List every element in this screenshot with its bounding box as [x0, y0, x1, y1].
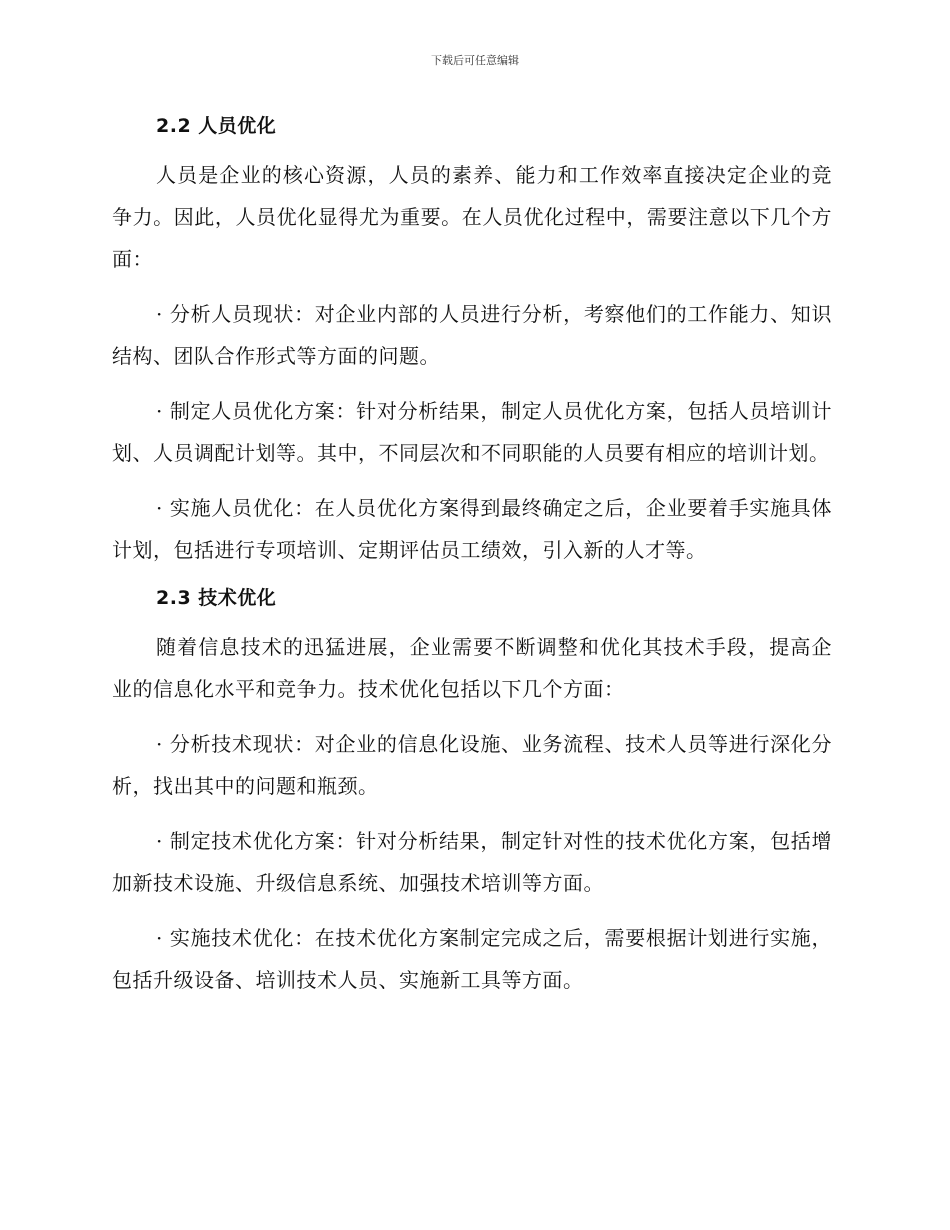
paragraph: 随着信息技术的迅猛进展，企业需要不断调整和优化其技术手段，提高企业的信息化水平和竞争力。技术优化包括以下几个方面： — [112, 635, 832, 701]
page-header: 下载后可任意编辑 — [431, 54, 519, 67]
section-heading: 2.3 技术优化 — [156, 587, 277, 609]
bullet-paragraph: · 实施技术优化：在技术优化方案制定完成之后，需要根据计划进行实施，包括升级设备、培训技术人员、实施新工具等方面。 — [112, 926, 832, 992]
document-body — [112, 112, 832, 1001]
bullet-paragraph: · 实施人员优化：在人员优化方案得到最终确定之后，企业要着手实施具体计划，包括进行专项培训、定期评估员工绩效，引入新的人才等。 — [112, 496, 832, 562]
bullet-paragraph: · 制定人员优化方案：针对分析结果，制定人员优化方案，包括人员培训计划、人员调配计划等。其中，不同层次和不同职能的人员要有相应的培训计划。 — [112, 399, 832, 465]
bullet-paragraph: · 制定技术优化方案：针对分析结果，制定针对性的技术优化方案，包括增加新技术设施、升级信息系统、加强技术培训等方面。 — [112, 829, 832, 895]
bullet-paragraph: · 分析技术现状：对企业的信息化设施、业务流程、技术人员等进行深化分析，找出其中的问题和瓶颈。 — [112, 732, 832, 798]
paragraph: 人员是企业的核心资源，人员的素养、能力和工作效率直接决定企业的竞争力。因此，人员优化显得尤为重要。在人员优化过程中，需要注意以下几个方面： — [112, 163, 832, 271]
bullet-paragraph: · 分析人员现状：对企业内部的人员进行分析，考察他们的工作能力、知识结构、团队合作形式等方面的问题。 — [112, 302, 832, 368]
section-heading: 2.2 人员优化 — [156, 115, 277, 137]
